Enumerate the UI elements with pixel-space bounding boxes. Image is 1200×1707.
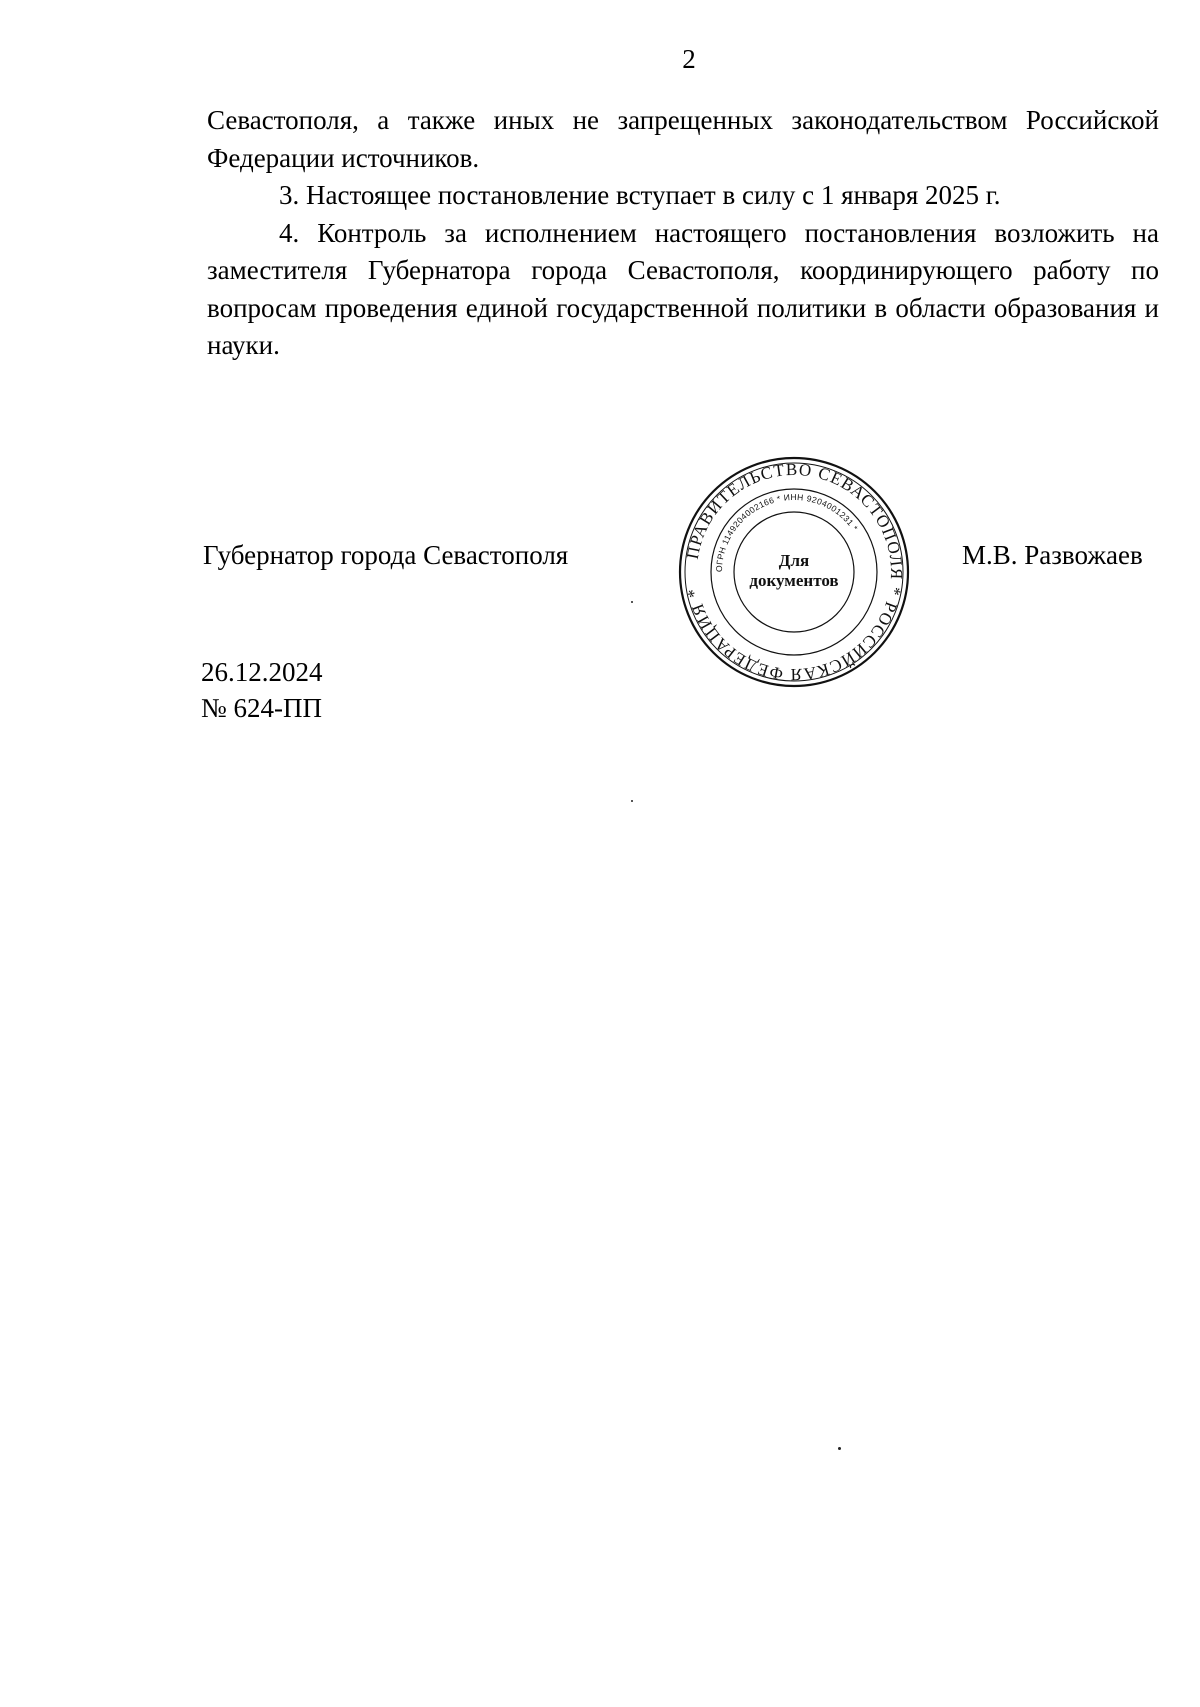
- seal-center-line2: документов: [749, 571, 839, 590]
- scan-speck: [631, 800, 633, 802]
- scan-speck: [631, 601, 633, 603]
- registration-block: [201, 654, 323, 726]
- seal-inner-text: ОГРН 1149204002166 * ИНН 9204001231 *: [713, 491, 861, 573]
- official-seal: [676, 456, 912, 688]
- scan-speck: [838, 1447, 841, 1450]
- seal-center-line1: Для: [778, 551, 810, 570]
- body-text: [207, 102, 1159, 365]
- document-number: № 624-ПП: [201, 693, 322, 723]
- paragraph-3: 3. Настоящее постановление вступает в силу с 1 января 2025 г.: [279, 180, 1001, 210]
- document-date: 26.12.2024: [201, 657, 323, 687]
- paragraph-continuation: Севастополя, а также иных не запрещенных законодательством Российской Федерации источников.: [207, 105, 1159, 173]
- signatory-name: М.В. Развожаев: [962, 540, 1143, 570]
- signatory-title: Губернатор города Севастополя: [203, 540, 569, 570]
- page-number: 2: [682, 44, 696, 74]
- paragraph-4: 4. Контроль за исполнением настоящего постановления возложить на заместителя Губернатора города Севастополя, координирующего работу по вопросам проведения единой государственной политики в области образования и науки.: [207, 217, 1159, 360]
- seal-outer-text: ПРАВИТЕЛЬСТВО СЕВАСТОПОЛЯ * РОССИЙСКАЯ ФЕДЕРАЦИЯ *: [682, 459, 907, 685]
